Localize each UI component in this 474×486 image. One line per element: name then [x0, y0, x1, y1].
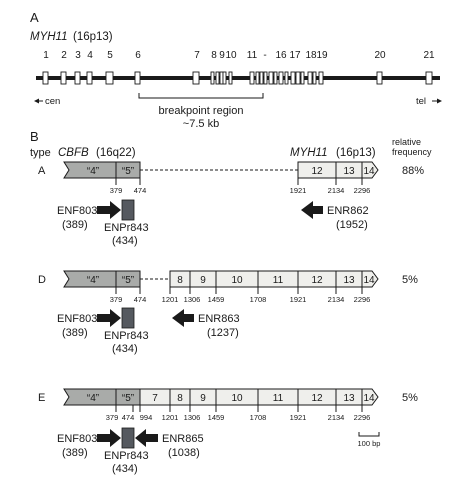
exon-box — [75, 72, 80, 84]
forward-primer-name: ENF803 — [57, 313, 98, 325]
panel-b-letter: B — [30, 129, 39, 144]
exon-box — [43, 72, 48, 84]
exon-number-label: 1 — [43, 50, 49, 61]
probe-box — [122, 200, 134, 220]
myh11-exon-label: 10 — [231, 275, 243, 286]
myh11-exon-label: 14 — [363, 166, 375, 177]
tel-arrowhead — [437, 99, 442, 104]
freq-header-1: relative — [392, 137, 422, 147]
reverse-primer-position: (1237) — [207, 327, 239, 339]
transcript-type: A — [38, 165, 46, 177]
myh11-exon-label: 11 — [272, 275, 284, 286]
exon-box — [377, 72, 382, 84]
myh11-exon-label: 12 — [311, 275, 323, 286]
reverse-primer-position: (1952) — [336, 219, 368, 231]
transcript-a — [38, 162, 424, 247]
left-locus: (16q22) — [96, 147, 136, 159]
position-label: 1201 — [161, 413, 179, 422]
exon-box — [193, 72, 199, 84]
forward-primer-arrow — [97, 429, 121, 447]
probe-name: ENPr843 — [104, 450, 149, 462]
exon-number-label: 11 — [246, 50, 258, 61]
forward-primer-position: (389) — [62, 219, 88, 231]
exon-box — [260, 72, 263, 84]
position-label: 474 — [121, 413, 135, 422]
myh11-segment — [140, 389, 378, 405]
exon-box — [264, 72, 267, 84]
forward-primer-arrow — [97, 309, 121, 327]
forward-primer-name: ENF803 — [57, 205, 98, 217]
panel-a-gene: MYH11 — [30, 31, 68, 43]
exon-number-label: 8 — [211, 50, 217, 61]
exon-box — [301, 72, 304, 84]
myh11-exon-label: 12 — [311, 393, 323, 404]
relative-frequency: 5% — [402, 392, 418, 404]
exon-box — [274, 72, 277, 84]
exon-number-label: 5 — [107, 50, 113, 61]
exon-box — [426, 72, 432, 84]
position-label: 379 — [105, 413, 119, 422]
exon-box — [61, 72, 66, 84]
forward-primer-position: (389) — [62, 447, 88, 459]
position-label: 1306 — [183, 413, 201, 422]
breakpoint-label: breakpoint region — [158, 105, 244, 117]
position-label: 1708 — [249, 413, 267, 422]
panel-a-locus: (16p13) — [73, 31, 113, 43]
exon-box — [250, 72, 254, 84]
breakpoint-bracket — [139, 93, 263, 98]
position-label: 1306 — [183, 295, 201, 304]
right-locus: (16p13) — [336, 147, 376, 159]
position-label: 2134 — [327, 413, 345, 422]
probe-name: ENPr843 — [104, 330, 149, 342]
reverse-primer-arrow — [301, 201, 323, 219]
myh11-exon-label: 9 — [200, 393, 206, 404]
probe-position: (434) — [112, 343, 138, 355]
position-label: 1708 — [249, 295, 267, 304]
relative-frequency: 5% — [402, 274, 418, 286]
exon-box — [135, 72, 140, 84]
cbfb-exon-label: “5” — [121, 275, 135, 286]
breakpoint-size: ~7.5 kb — [182, 118, 220, 130]
position-label: 1459 — [207, 295, 225, 304]
freq-header-2: frequency — [392, 147, 432, 157]
probe-box — [122, 428, 134, 448]
myh11-exon-label: 10 — [231, 393, 243, 404]
myh11-exon-label: 11 — [272, 393, 284, 404]
exon-number-label: 16 — [275, 50, 287, 61]
position-label: 1459 — [207, 413, 225, 422]
myh11-exon-label: 8 — [177, 275, 183, 286]
exon-number-label: 3 — [75, 50, 81, 61]
type-label: type — [30, 147, 51, 159]
relative-frequency: 88% — [402, 165, 425, 177]
reverse-primer-position: (1038) — [168, 447, 200, 459]
panel-a-exon-labels — [43, 50, 435, 61]
position-label: 1921 — [289, 295, 307, 304]
exon-box — [308, 72, 312, 84]
reverse-primer-name: ENR865 — [162, 433, 204, 445]
forward-primer-arrow — [97, 201, 121, 219]
exon-number-label: 17 — [289, 50, 301, 61]
exon-box — [291, 72, 295, 84]
position-label: 2296 — [353, 295, 371, 304]
exon-box — [223, 72, 226, 84]
position-ticks — [116, 405, 362, 412]
exon-number-label: 10 — [225, 50, 237, 61]
myh11-exon-label: 13 — [343, 166, 355, 177]
position-label: 379 — [109, 186, 123, 195]
cbfb-exon-label: “5” — [121, 393, 135, 404]
myh11-exon-label: 14 — [363, 393, 375, 404]
transcript-e — [38, 389, 418, 475]
cbfb-exon-label: “4” — [86, 275, 100, 286]
myh11-exon-label: 13 — [343, 393, 355, 404]
exon-number-label: 4 — [87, 50, 93, 61]
myh11-exon-label: 12 — [311, 166, 323, 177]
cbfb-exon-label: “5” — [121, 166, 135, 177]
tel-label: tel — [416, 96, 427, 107]
exon-box — [106, 72, 113, 84]
exon-number-label: 18 — [305, 50, 317, 61]
exon-box — [279, 72, 283, 84]
exon-number-label: - — [263, 50, 267, 61]
exon-number-label: 9 — [219, 50, 225, 61]
position-label: 1921 — [289, 413, 307, 422]
position-label: 379 — [109, 295, 123, 304]
exon-number-label: 21 — [423, 50, 435, 61]
reverse-primer-arrow — [135, 429, 158, 447]
forward-primer-position: (389) — [62, 327, 88, 339]
myh11-exon-label: 14 — [363, 275, 375, 286]
exon-number-label: 6 — [135, 50, 141, 61]
right-gene: MYH11 — [290, 147, 328, 159]
exon-box — [211, 72, 214, 84]
left-gene: CBFB — [58, 147, 89, 159]
position-label: 2296 — [353, 186, 371, 195]
exon-number-label: 20 — [374, 50, 386, 61]
cen-label: cen — [45, 96, 61, 107]
position-label: 474 — [133, 186, 147, 195]
scale-bar-label: 100 bp — [357, 439, 381, 448]
exon-box — [296, 72, 300, 84]
reverse-primer-arrow — [172, 309, 194, 327]
exon-number-label: 2 — [61, 50, 67, 61]
probe-position: (434) — [112, 463, 138, 475]
probe-position: (434) — [112, 235, 138, 247]
myh11-exon-label: 8 — [177, 393, 183, 404]
exon-box — [87, 72, 92, 84]
myh11-exon-label: 9 — [200, 275, 206, 286]
exon-box — [285, 72, 288, 84]
position-label: 2134 — [327, 295, 345, 304]
cen-arrowhead — [34, 99, 39, 104]
transcript-type: D — [38, 274, 46, 286]
position-ticks — [116, 178, 362, 185]
exon-number-label: 7 — [194, 50, 200, 61]
position-ticks — [116, 287, 362, 294]
exon-box — [256, 72, 259, 84]
exon-box — [229, 72, 232, 84]
probe-box — [122, 308, 134, 328]
transcript-d — [38, 271, 418, 355]
position-label: 2134 — [327, 186, 345, 195]
myh11-exon-label: 13 — [343, 275, 355, 286]
reverse-primer-name: ENR862 — [327, 205, 369, 217]
probe-name: ENPr843 — [104, 222, 149, 234]
exon-box — [216, 72, 219, 84]
exon-box — [313, 72, 316, 84]
myh11-exon-label: 7 — [152, 393, 158, 404]
reverse-primer-name: ENR863 — [198, 313, 240, 325]
transcript-type: E — [38, 392, 46, 404]
exon-box — [269, 72, 273, 84]
exon-number-label: 19 — [316, 50, 328, 61]
scale-bar — [359, 432, 379, 436]
position-label: 1201 — [161, 295, 179, 304]
position-label: 2296 — [353, 413, 371, 422]
position-label: 474 — [133, 295, 147, 304]
panel-a-letter: A — [30, 10, 39, 25]
forward-primer-name: ENF803 — [57, 433, 98, 445]
cbfb-exon-label: “4” — [86, 166, 100, 177]
exon-box — [319, 72, 323, 84]
cbfb-exon-label: “4” — [86, 393, 100, 404]
position-label: 1921 — [289, 186, 307, 195]
position-label: 994 — [139, 413, 153, 422]
